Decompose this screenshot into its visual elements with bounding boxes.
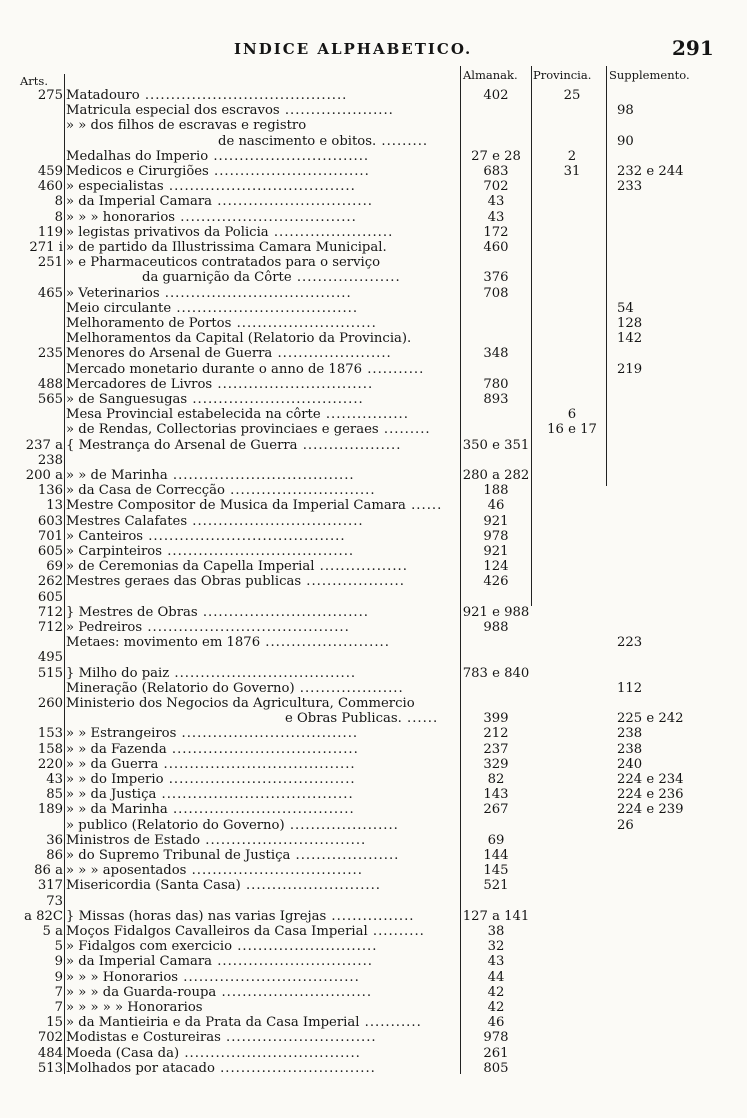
page-title: INDICE ALPHABETICO. (234, 40, 473, 58)
index-entry: » » » da Guarda-roupa ............................. (66, 984, 373, 1000)
index-entry: Mineração (Relatorio do Governo) .................... (66, 680, 404, 696)
leader-dots: ................... (297, 437, 402, 453)
leader-dots: ..................................... (158, 756, 356, 772)
article-number: 189 (37, 802, 63, 818)
rule-arts (64, 74, 65, 1074)
almanak-page: 267 (483, 802, 509, 818)
supplemento-page: 54 (617, 300, 634, 316)
article-number: 9 (54, 954, 63, 970)
leader-dots: ............................... (200, 832, 367, 848)
index-entry: » e Pharmaceuticos contratados para o serviço (66, 255, 381, 271)
almanak-page: 82 (487, 772, 505, 787)
index-entry: } Missas (horas das) nas varias Igrejas ................ (66, 908, 415, 924)
almanak-page: 42 (487, 984, 505, 1000)
almanak-page: 783 e 840 (462, 665, 530, 681)
index-entry: » publico (Relatorio do Governo) ..................... (66, 817, 399, 833)
supplemento-page: 128 (617, 316, 643, 331)
article-number: a 82C (24, 908, 63, 924)
provincia-page: 31 (563, 164, 581, 179)
almanak-page: 27 e 28 (471, 148, 521, 164)
article-number: 238 (37, 452, 63, 468)
almanak-page: 188 (483, 483, 509, 499)
index-entry: » da Imperial Camara .............................. (66, 194, 373, 210)
article-number: 43 (46, 772, 63, 787)
almanak-page: 43 (487, 209, 505, 225)
index-entry: » » » honorarios .................................. (66, 209, 357, 225)
article-number: 200 a (25, 468, 63, 483)
article-number: 36 (46, 832, 63, 848)
index-entry: Melhoramento de Portos ........................... (66, 316, 377, 331)
article-number: 565 (37, 392, 63, 407)
leader-dots: .................................. (179, 1045, 361, 1061)
almanak-page: 44 (487, 969, 505, 985)
article-number: 5 a (42, 924, 63, 939)
leader-dots: .................... (294, 680, 404, 696)
article-number: 262 (37, 574, 63, 590)
leader-dots: ...................... (272, 346, 392, 362)
column-header-almanak: Almanak. (463, 68, 518, 82)
index-entry: » Canteiros ...................................... (66, 528, 346, 544)
index-entry: » » da Guerra ..................................... (66, 756, 356, 772)
index-entry: » » da Marinha ................................... (66, 802, 355, 818)
leader-dots: ................................... (171, 300, 359, 316)
index-entry: » legistas privativos da Policia ....................... (66, 224, 394, 240)
almanak-page: 521 (483, 878, 509, 894)
index-entry: Mercadores de Livros .............................. (66, 376, 374, 392)
index-entry: » » dos filhos de escravas e registro (66, 118, 307, 134)
index-entry: » da Casa de Correcção ............................ (66, 483, 376, 499)
leader-dots: ................................... (167, 802, 355, 818)
almanak-page: 978 (483, 1030, 509, 1046)
supplemento-page: 142 (617, 331, 643, 347)
provincia-page: 2 (567, 148, 577, 164)
leader-dots: .................................. (178, 969, 360, 985)
article-number: 712 (37, 604, 63, 620)
article-number: 136 (37, 483, 63, 499)
almanak-page: 978 (483, 528, 509, 544)
almanak-page: 683 (483, 164, 509, 179)
index-entry: } Milho do paiz ................................... (66, 665, 357, 681)
provincia-page: 6 (567, 407, 577, 423)
almanak-page: 702 (483, 179, 509, 195)
article-number: 235 (37, 346, 63, 362)
almanak-page: 237 (483, 741, 509, 757)
leader-dots: ............................ (224, 483, 376, 499)
article-number: 85 (46, 787, 63, 803)
index-entry: » especialistas .................................... (66, 179, 356, 195)
supplemento-page: 224 e 234 (617, 772, 684, 787)
almanak-page: 348 (483, 346, 509, 362)
almanak-page: 124 (483, 559, 509, 575)
index-entry: » da Imperial Camara .............................. (66, 954, 373, 970)
index-entry: Mestres geraes das Obras publicas ................... (66, 574, 405, 590)
leader-dots: .................................... (163, 179, 356, 195)
leader-dots: .................................... (162, 544, 355, 559)
almanak-page: 212 (483, 726, 509, 742)
leader-dots: .............................. (212, 954, 373, 970)
article-number: 9 (54, 969, 63, 985)
leader-dots: ........................... (231, 316, 377, 331)
leader-dots: ................................ (197, 604, 369, 620)
article-number: 317 (37, 878, 63, 894)
leader-dots: .................................... (159, 285, 352, 301)
almanak-page: 893 (483, 392, 509, 407)
index-entry: Modistas e Costureiras ............................. (66, 1030, 377, 1046)
index-entry: » Pedreiros ....................................... (66, 620, 350, 635)
almanak-page: 143 (483, 787, 509, 803)
index-entry: » » » Honorarios .................................. (66, 969, 360, 985)
supplemento-page: 112 (617, 680, 643, 696)
almanak-page: 43 (487, 954, 505, 970)
article-number: 260 (37, 696, 63, 711)
provincia-page: 16 e 17 (547, 422, 597, 438)
leader-dots: ................ (326, 908, 415, 924)
leader-dots: .................... (291, 270, 401, 286)
leader-dots: ...................................... (143, 528, 346, 544)
article-number: 153 (37, 726, 63, 742)
index-entry: Misericordia (Santa Casa) .......................... (66, 878, 381, 894)
index-entry: » Veterinarios .................................... (66, 285, 352, 301)
almanak-page: 46 (487, 498, 505, 514)
supplemento-page: 233 (617, 179, 643, 195)
almanak-page: 32 (487, 939, 505, 955)
leader-dots: .............................. (212, 376, 374, 392)
article-number: 605 (37, 589, 63, 605)
supplemento-page: 224 e 236 (617, 787, 684, 803)
index-entry: Moeda (Casa da) .................................. (66, 1045, 361, 1061)
supplemento-page: 90 (617, 133, 634, 149)
almanak-page: 280 a 282 (462, 468, 530, 483)
supplemento-page: 219 (617, 361, 643, 377)
index-entry: » da Mantieiria e da Prata da Casa Imperial ........... (66, 1015, 422, 1031)
index-entry: Menores do Arsenal de Guerra ...................... (66, 346, 392, 362)
article-number: 484 (37, 1045, 63, 1061)
article-number: 515 (37, 665, 63, 681)
almanak-page: 69 (487, 832, 505, 848)
index-entry: Medicos e Cirurgiões .............................. (66, 164, 370, 179)
leader-dots: .............................. (208, 164, 370, 179)
article-number: 86 a (34, 863, 63, 879)
almanak-page: 261 (483, 1045, 509, 1061)
almanak-page: 921 (483, 544, 509, 559)
almanak-page: 780 (483, 376, 509, 392)
index-entry: Mestres Calafates ................................. (66, 513, 364, 529)
index-entry: e Obras Publicas. ...... (285, 711, 439, 727)
article-number: 8 (54, 194, 63, 210)
leader-dots: ...... (405, 498, 443, 514)
leader-dots: .................................... (163, 772, 356, 787)
almanak-page: 46 (487, 1015, 505, 1031)
leader-dots: .................................. (176, 726, 359, 742)
index-entry: » do Supremo Tribunal de Justiça .................... (66, 848, 400, 863)
article-number: 275 (37, 88, 63, 103)
leader-dots: ........................... (232, 939, 378, 955)
leader-dots: ................................. (187, 392, 364, 407)
index-entry: Ministros de Estado ............................... (66, 832, 367, 848)
column-header-arts: Arts. (20, 74, 48, 88)
leader-dots: ......... (378, 422, 431, 438)
almanak-page: 426 (483, 574, 509, 590)
leader-dots: .......................... (240, 878, 381, 894)
page-number: 291 (672, 36, 714, 60)
almanak-page: 921 e 988 (462, 604, 530, 620)
index-entry: » » Estrangeiros .................................. (66, 726, 359, 742)
index-entry: Metaes: movimento em 1876 ........................ (66, 635, 390, 651)
supplemento-page: 224 e 239 (617, 802, 684, 818)
almanak-page: 708 (483, 285, 509, 301)
article-number: 495 (37, 650, 63, 666)
leader-dots: .......... (367, 924, 425, 939)
leader-dots: ................... (301, 574, 405, 590)
index-entry: Matadouro ....................................... (66, 88, 348, 103)
article-number: 271 i (29, 240, 63, 255)
leader-dots: ....................................... (142, 620, 350, 635)
index-entry: Mesa Provincial estabelecida na côrte ................ (66, 407, 409, 423)
almanak-page: 145 (483, 863, 509, 879)
column-header-provincia: Provincia. (533, 68, 592, 82)
leader-dots: ................ (320, 407, 409, 423)
almanak-page: 376 (483, 270, 509, 286)
almanak-page: 43 (487, 194, 505, 210)
leader-dots: ..................... (284, 817, 399, 833)
index-entry: » de Sanguesugas ................................. (66, 392, 364, 407)
leader-dots: ........................ (260, 635, 390, 651)
article-number: 8 (54, 209, 63, 225)
supplemento-page: 223 (617, 635, 643, 651)
leader-dots: ........... (362, 361, 425, 377)
index-entry: Matricula especial dos escravos ..................... (66, 103, 394, 119)
index-entry: » » de Marinha ................................... (66, 468, 355, 483)
supplemento-page: 98 (617, 103, 634, 119)
almanak-page: 805 (483, 1060, 509, 1076)
almanak-page: 42 (487, 1000, 505, 1015)
leader-dots: ..................... (279, 103, 394, 119)
leader-dots: ................................. (187, 513, 364, 529)
leader-dots: .................... (290, 848, 400, 863)
leader-dots: ....................... (268, 224, 394, 240)
article-number: 459 (37, 164, 63, 179)
article-number: 69 (46, 559, 63, 575)
leader-dots: .................................... (166, 741, 359, 757)
article-number: 86 (46, 848, 63, 863)
index-entry: Meio circulante ................................... (66, 300, 359, 316)
index-entry: da guarnição da Côrte .................... (142, 270, 401, 286)
almanak-page: 172 (483, 224, 509, 240)
index-entry: » de partido da Illustrissima Camara Municipal. (66, 240, 387, 255)
index-entry: Mercado monetario durante o anno de 1876 ........... (66, 361, 425, 377)
supplemento-page: 238 (617, 741, 643, 757)
index-entry: Molhados por atacado .............................. (66, 1060, 376, 1076)
article-number: 13 (46, 498, 63, 514)
index-entry: Mestre Compositor de Musica da Imperial Camara ...... (66, 498, 443, 514)
almanak-page: 399 (483, 711, 509, 727)
leader-dots: ..................................... (156, 787, 354, 803)
article-number: 702 (37, 1030, 63, 1046)
supplemento-page: 240 (617, 756, 643, 772)
leader-dots: ........... (359, 1015, 422, 1031)
leader-dots: ................................... (169, 665, 357, 681)
index-entry: de nascimento e obitos. ......... (218, 133, 429, 149)
almanak-page: 921 (483, 513, 509, 529)
index-entry: » Fidalgos com exercicio ........................... (66, 939, 378, 955)
almanak-page: 460 (483, 240, 509, 255)
leader-dots: .............................. (214, 1060, 376, 1076)
column-header-supplemento: Supplemento. (609, 68, 690, 82)
article-number: 7 (54, 984, 63, 1000)
supplemento-page: 238 (617, 726, 643, 742)
almanak-page: 402 (483, 88, 509, 103)
leader-dots: ............................. (216, 984, 373, 1000)
index-entry: » » da Justiça ..................................... (66, 787, 354, 803)
index-entry: » de Ceremonias da Capella Imperial ................. (66, 559, 408, 575)
article-number: 5 (54, 939, 63, 955)
index-entry: Melhoramentos da Capital (Relatorio da Provincia). (66, 331, 412, 347)
article-number: 237 a (25, 437, 63, 453)
article-number: 158 (37, 741, 63, 757)
article-number: 460 (37, 179, 63, 195)
almanak-page: 350 e 351 (462, 437, 530, 453)
almanak-page: 127 a 141 (462, 908, 530, 924)
index-entry: » » » » » Honorarios (66, 1000, 203, 1015)
index-entry: Moços Fidalgos Cavalleiros da Casa Imperial .......... (66, 924, 425, 939)
leader-dots: ................. (314, 559, 408, 575)
article-number: 119 (37, 224, 63, 240)
leader-dots: .............................. (212, 194, 373, 210)
leader-dots: .................................. (175, 209, 357, 225)
index-entry: » » » aposentados ................................. (66, 863, 363, 879)
index-entry: } Mestres de Obras ................................ (66, 604, 369, 620)
article-number: 7 (54, 1000, 63, 1015)
article-number: 605 (37, 544, 63, 559)
almanak-page: 144 (483, 848, 509, 863)
article-number: 513 (37, 1060, 63, 1076)
leader-dots: .............................. (208, 148, 370, 164)
supplemento-page: 26 (617, 817, 634, 833)
index-entry: { Mestrança do Arsenal de Guerra ................... (66, 437, 402, 453)
article-number: 712 (37, 620, 63, 635)
index-entry: » Carpinteiros .................................... (66, 544, 355, 559)
article-number: 73 (46, 893, 63, 909)
article-number: 701 (37, 528, 63, 544)
supplemento-page: 232 e 244 (617, 164, 684, 179)
almanak-page: 329 (483, 756, 509, 772)
leader-dots: ...... (401, 711, 439, 727)
provincia-page: 25 (563, 88, 581, 103)
article-number: 603 (37, 513, 63, 529)
index-entry: » » da Fazenda .................................... (66, 741, 359, 757)
leader-dots: ......... (376, 133, 429, 149)
leader-dots: ................................... (167, 468, 355, 483)
article-number: 15 (46, 1015, 63, 1031)
article-number: 488 (37, 376, 63, 392)
article-number: 220 (37, 756, 63, 772)
index-entry: Ministerio dos Negocios da Agricultura, Commercio (66, 696, 415, 711)
leader-dots: ................................. (186, 863, 363, 879)
almanak-page: 38 (487, 924, 505, 939)
leader-dots: ............................. (220, 1030, 377, 1046)
supplemento-page: 225 e 242 (617, 711, 684, 727)
index-entry: » de Rendas, Collectorias provinciaes e geraes ......... (66, 422, 431, 438)
leader-dots: ....................................... (139, 88, 348, 103)
article-number: 251 (37, 255, 63, 271)
index-entry: » » do Imperio .................................... (66, 772, 356, 787)
index-entry: Medalhas do Imperio .............................. (66, 148, 370, 164)
almanak-page: 988 (483, 620, 509, 635)
article-number: 465 (37, 285, 63, 301)
